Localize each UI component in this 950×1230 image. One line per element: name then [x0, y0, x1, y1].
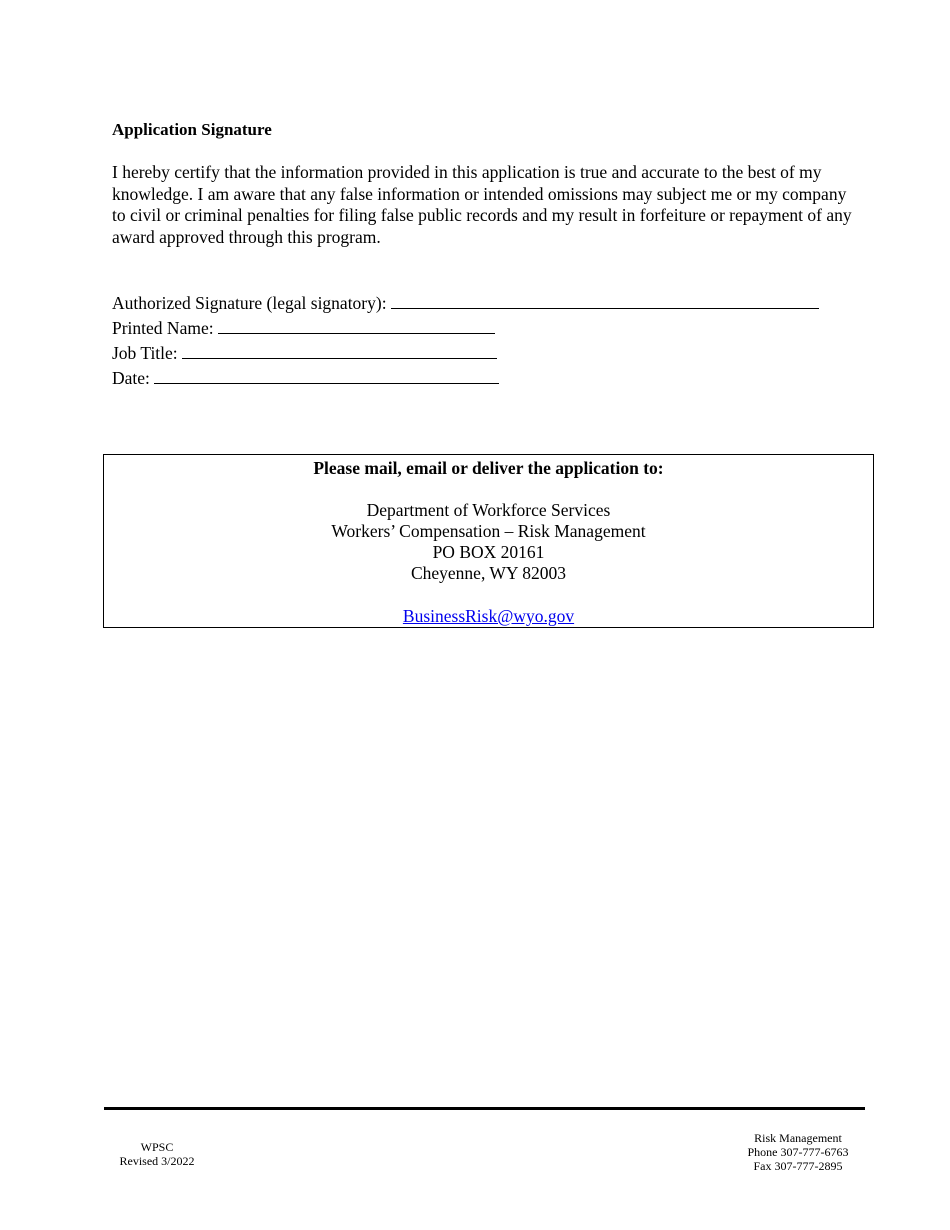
printed-name-label: Printed Name:: [112, 318, 214, 338]
po-box: PO BOX 20161: [432, 542, 545, 562]
revision-date: Revised 3/2022: [119, 1154, 195, 1168]
mailing-title: Please mail, email or deliver the application to:: [313, 458, 664, 478]
authorized-signature-field[interactable]: [391, 291, 819, 309]
email-line: [104, 606, 873, 627]
office-name: Risk Management: [754, 1131, 842, 1145]
mailing-info-box: [103, 454, 874, 628]
printed-name-line: [112, 316, 495, 339]
form-id: WPSC: [140, 1140, 174, 1154]
certification-text: I hereby certify that the information provided in this application is true and accurate to the best of my knowledge. I am aware that any false information or intended omissions may subject me or my company to civil or criminal penalties for filing false public records and my result in forfeiture or repayment of any award approved through this program.: [112, 162, 852, 247]
date-field[interactable]: [154, 366, 499, 384]
printed-name-field[interactable]: [218, 316, 495, 334]
email-link[interactable]: BusinessRisk@wyo.gov: [402, 606, 575, 626]
fax-number: Fax 307-777-2895: [753, 1159, 843, 1173]
date-line: [112, 366, 499, 389]
phone-number: Phone 307-777-6763: [747, 1145, 849, 1159]
job-title-field[interactable]: [182, 341, 497, 359]
city-state-zip: Cheyenne, WY 82003: [410, 563, 567, 583]
footer-divider: [104, 1107, 865, 1110]
footer-form-info: [112, 1140, 202, 1168]
date-label: Date:: [112, 368, 150, 388]
job-title-label: Job Title:: [112, 343, 178, 363]
authorized-signature-label: Authorized Signature (legal signatory):: [112, 293, 387, 313]
division-name: Workers’ Compensation – Risk Management: [331, 521, 646, 541]
section-heading: Application Signature: [112, 120, 272, 139]
job-title-line: [112, 341, 497, 364]
authorized-signature-line: [112, 291, 819, 314]
department-name: Department of Workforce Services: [366, 500, 611, 520]
footer-contact-info: [738, 1131, 858, 1173]
